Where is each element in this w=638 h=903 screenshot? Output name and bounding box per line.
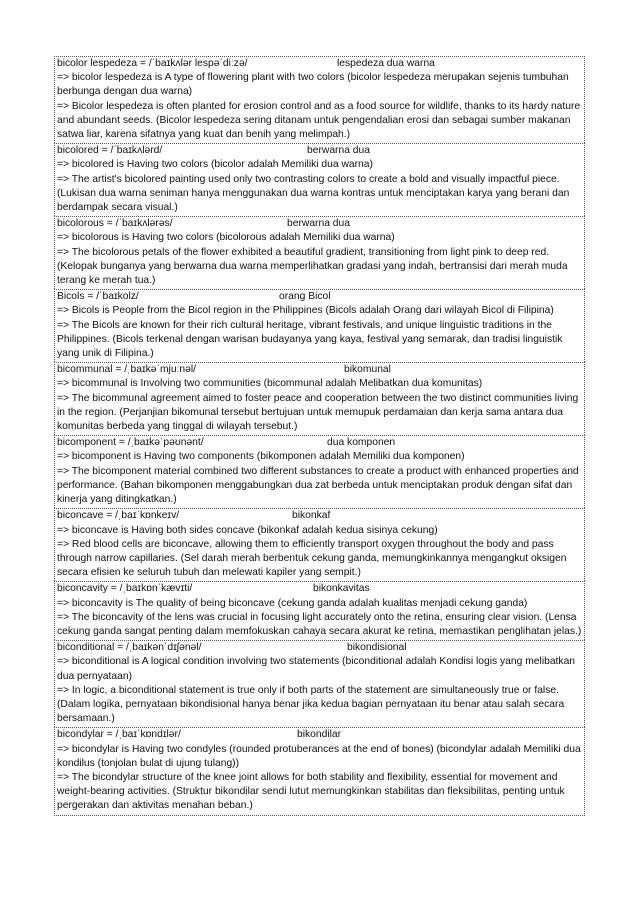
entry-heading [57,641,583,655]
entry-term-pronunciation: bicolorous = /ˈbaɪkʌlərəs/ [57,218,173,230]
entry-translation: lespedeza dua warna [337,58,435,69]
entry-definition: => biconditional is A logical condition involving two statements (biconditional adalah Kondisi logis yang melibatkan dua pernyataan) [57,656,576,682]
entry-example: => The Bicols are known for their rich cultural heritage, vibrant festivals, and unique linguistic traditions in the Philippines. (Bicols terkenal dengan warisan budayanya yang kaya, festival yang semarak, dan tradisi linguistik yang unik di Filipina.) [57,319,563,360]
entry-term-pronunciation: biconcavity = /ˌbaɪkɒnˈkævɪti/ [57,583,193,595]
entry-heading [57,144,583,158]
entry-definition: => biconcavity is The quality of being biconcave (cekung ganda adalah kualitas menjadi cekung ganda) [57,597,528,609]
entry-translation: bikondilar [297,729,342,741]
dictionary-entry [54,508,585,581]
entry-example: => Bicolor lespedeza is often planted for erosion control and as a food source for wildlife, thanks to its hardy nature and abundant seeds. (Bicolor lespedeza sering ditanam untuk pengendalian erosi dan sebagai sumber makanan satwa liar, karena sifatnya yang kuat dan benih yang melimpah.) [57,100,581,141]
entry-heading [57,363,583,377]
dictionary-entry [54,216,585,289]
dictionary-entry [54,435,585,508]
dictionary-entry [54,640,585,727]
entry-heading [57,509,583,523]
entry-translation: berwarna dua [287,218,350,230]
dictionary-entry [54,727,585,815]
entry-translation: orang Bicol [279,291,331,303]
dictionary-entry [54,56,585,143]
entry-translation: bikondisional [347,642,407,654]
entry-example: => The biconcavity of the lens was crucial in focusing light accurately onto the retina, ensuring clear vision. (Lensa cekung ganda sangat penting dalam memfokuskan cahaya secara akurat ke retina, memastikan penglihatan jelas.) [57,611,582,637]
dictionary-entry [54,362,585,435]
entry-definition: => bicommunal is Involving two communities (bicommunal adalah Melibatkan dua komunitas) [57,378,483,390]
dictionary-entry [54,289,585,362]
dictionary-entry [54,143,585,216]
dictionary-page [54,56,585,816]
entry-example: => In logic, a biconditional statement is true only if both parts of the statement are simultaneously true or false. (Dalam logika, pernyataan bikondisional hanya benar jika kedua bagian pernyataan itu benar atau salah secara bersamaan.) [57,684,565,725]
entry-heading [57,436,583,450]
entry-translation: bikonkavitas [313,583,370,595]
entry-translation: bikomunal [344,364,391,376]
entry-definition: => bicolored is Having two colors (bicolor adalah Memiliki dua warna) [57,159,373,171]
entry-definition: => bicolorous is Having two colors (bicolorous adalah Memiliki dua warna) [57,232,395,244]
entry-definition: => bicomponent is Having two components (bikomponen adalah Memiliki dua komponen) [57,451,465,463]
entry-term-pronunciation: bicolor lespedeza = /ˈbaɪkʌlər lespəˈdiːzə/ [57,58,248,69]
entry-definition: => bicolor lespedeza is A type of flowering plant with two colors (bicolor lespedeza merupakan sejenis tumbuhan berbunga dengan dua warna) [57,72,569,98]
entry-example: => The artist's bicolored painting used only two contrasting colors to create a bold and visually impactful piece. (Lukisan dua warna seniman hanya menggunakan dua warna kontras untuk menciptakan karya yang berani dan berdampak secara visual.) [57,173,570,214]
entry-heading [57,217,583,231]
entry-example: => The bicomponent material combined two different substances to create a product with enhanced properties and performance. (Bahan bikomponen menggabungkan dua zat berbeda untuk menciptakan produk dengan sifat dan kinerja yang ditingkatkan.) [57,465,579,506]
entry-heading [57,728,583,742]
entry-example: => The bicolorous petals of the flower exhibited a beautiful gradient, transitioning from light pink to deep red. (Kelopak bunganya yang berwarna dua warna memperlihatkan gradasi yang indah, bertransisi dari merah muda terang ke merah tua.) [57,246,568,287]
entry-term-pronunciation: bicondylar = /ˌbaɪˈkɒndɪlər/ [57,729,181,741]
entry-term-pronunciation: biconcave = /ˌbaɪˈkɒnkeɪv/ [57,510,180,522]
entry-translation: berwarna dua [307,145,370,157]
entry-term-pronunciation: biconditional = /ˌbaɪkənˈdɪʃənəl/ [57,642,202,654]
entry-translation: bikonkaf [292,510,331,522]
entry-heading [57,290,583,304]
entry-term-pronunciation: bicomponent = /ˌbaɪkəˈpəʊnənt/ [57,437,204,449]
entry-example: => The bicondylar structure of the knee joint allows for both stability and flexibility, essential for movement and weight-bearing activities. (Struktur bikondilar sendi lutut memungkinkan stabilitas dan fleksibilitas, penting untuk pergerakan dan aktivitas menahan beban.) [57,771,565,812]
entry-translation: dua komponen [327,437,396,449]
entry-example: => The bicommunal agreement aimed to foster peace and cooperation between the two distinct communities living in the region. (Perjanjian bikomunal tersebut bertujuan untuk memupuk perdamaian dan kerja sama antara dua komunitas berbeda yang tinggal di wilayah tersebut.) [57,392,579,433]
entry-example: => Red blood cells are biconcave, allowing them to efficiently transport oxygen throughout the body and pass through narrow capillaries. (Sel darah merah berbentuk cekung ganda, memungkinkannya mengangkut oksigen secara efisien ke seluruh tubuh dan melewati kapiler yang sempit.) [57,538,567,579]
entry-definition: => bicondylar is Having two condyles (rounded protuberances at the end of bones) (bicondylar adalah Memiliki dua kondilus (tonjolan bulat di ujung tulang)) [57,743,581,769]
entry-term-pronunciation: bicolored = /ˈbaɪkʌlərd/ [57,145,163,157]
entry-definition: => biconcave is Having both sides concave (bikonkaf adalah kedua sisinya cekung) [57,524,438,536]
entry-definition: => Bicols is People from the Bicol region in the Philippines (Bicols adalah Orang dari wilayah Bicol di Filipina) [57,305,554,317]
entry-term-pronunciation: bicommunal = /ˌbaɪkəˈmjuːnəl/ [57,364,197,376]
dictionary-entry [54,581,585,640]
entry-heading [57,582,583,596]
entry-term-pronunciation: Bicols = /ˈbaɪkolz/ [57,291,139,303]
entry-heading [57,57,583,71]
